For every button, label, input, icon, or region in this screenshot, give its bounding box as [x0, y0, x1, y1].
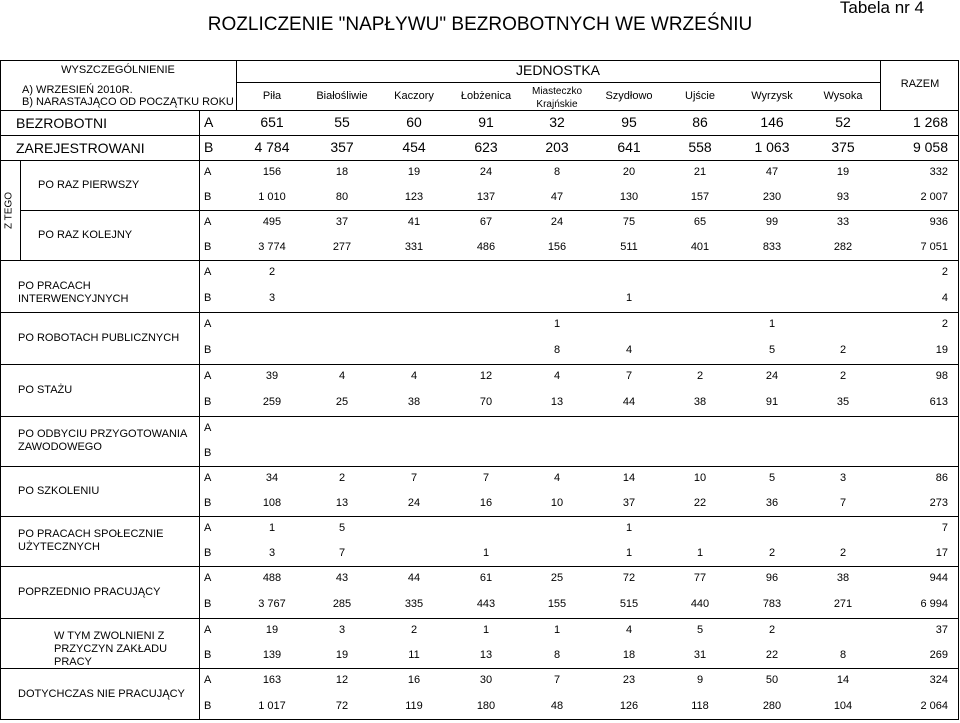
row-label: BEZROBOTNI: [16, 114, 108, 131]
row-code: A: [204, 623, 212, 636]
data-cell: 14: [622, 471, 636, 484]
data-cell: 1: [553, 623, 561, 636]
row-label: ZAREJESTROWANI: [16, 139, 145, 156]
data-cell: 47: [765, 165, 779, 178]
data-cell: 108: [262, 496, 282, 509]
data-cell: 285: [332, 598, 352, 610]
data-cell: 3: [268, 546, 276, 559]
data-cell: 3 767: [258, 598, 286, 610]
total-cell: 944: [929, 572, 948, 584]
data-cell: 3: [839, 471, 847, 484]
data-cell: 156: [547, 240, 567, 253]
data-cell: 440: [690, 598, 710, 610]
row-code: A: [204, 421, 212, 434]
data-cell: 24: [765, 370, 779, 382]
data-cell: 70: [479, 396, 493, 408]
row-code: B: [204, 240, 212, 253]
data-cell: 52: [835, 113, 851, 130]
data-cell: 60: [406, 113, 422, 130]
data-cell: 163: [262, 674, 282, 686]
data-cell: 16: [479, 496, 493, 509]
total-cell: 17: [935, 546, 948, 559]
data-cell: 8: [553, 344, 561, 356]
row-label: PO STAŻU: [18, 383, 73, 396]
data-cell: 3: [338, 623, 346, 636]
data-cell: 282: [833, 240, 853, 253]
data-cell: 833: [762, 240, 782, 253]
total-cell: 1 268: [912, 113, 948, 130]
data-cell: 19: [836, 165, 850, 178]
data-cell: 126: [619, 700, 639, 712]
row-label: PO RAZ KOLEJNY: [38, 228, 133, 241]
data-cell: 10: [550, 496, 564, 509]
data-cell: 12: [479, 370, 493, 382]
total-cell: 273: [929, 496, 948, 509]
data-cell: 5: [696, 623, 704, 636]
total-cell: 98: [935, 370, 948, 382]
data-cell: 36: [765, 496, 779, 509]
data-cell: 24: [479, 165, 493, 178]
data-cell: 9: [696, 674, 704, 686]
table-number: Tabela nr 4: [839, 0, 924, 17]
data-cell: 8: [553, 648, 561, 661]
data-cell: 2: [768, 546, 776, 559]
data-cell: 4: [553, 370, 561, 382]
row-code: B: [204, 292, 212, 304]
data-cell: 180: [476, 700, 496, 712]
data-cell: 2: [410, 623, 418, 636]
data-cell: 95: [621, 113, 637, 130]
data-cell: 72: [335, 700, 349, 712]
column-header: Wysoka: [823, 90, 863, 102]
data-cell: 157: [690, 190, 710, 203]
total-cell: 37: [935, 623, 948, 636]
data-cell: 67: [479, 215, 493, 228]
data-cell: 495: [262, 215, 282, 228]
z-tego-label: Z TEGO: [3, 191, 15, 230]
data-cell: 203: [545, 138, 569, 155]
row-code: B: [204, 396, 212, 408]
data-cell: 44: [622, 396, 636, 408]
data-cell: 558: [688, 138, 712, 155]
row-code: A: [204, 521, 212, 534]
data-cell: 156: [262, 165, 282, 178]
row-label: PO ODBYCIU PRZYGOTOWANIA ZAWODOWEGO: [18, 428, 187, 453]
data-cell: 5: [768, 471, 776, 484]
data-cell: 5: [768, 344, 776, 356]
row-label: POPRZEDNIO PRACUJĄCY: [18, 585, 161, 598]
data-cell: 96: [765, 572, 779, 584]
data-cell: 5: [338, 521, 346, 534]
data-cell: 280: [762, 700, 782, 712]
data-cell: 1 063: [754, 138, 790, 155]
data-cell: 20: [622, 165, 636, 178]
page-title: ROZLICZENIE "NAPŁYWU" BEZROBOTNYCH WE WRZEŚNIU: [207, 14, 753, 35]
row-code: A: [204, 471, 212, 484]
data-cell: 488: [262, 572, 282, 584]
data-cell: 38: [836, 572, 850, 584]
data-cell: 1: [482, 546, 490, 559]
data-cell: 2: [839, 370, 847, 382]
data-cell: 130: [619, 190, 639, 203]
data-cell: 155: [547, 598, 567, 610]
data-cell: 1: [482, 623, 490, 636]
row-label: PO SZKOLENIU: [18, 484, 100, 497]
total-cell: 4: [941, 292, 948, 304]
data-cell: 25: [335, 396, 349, 408]
data-cell: 1 010: [258, 190, 286, 203]
total-cell: 2 064: [920, 700, 948, 712]
total-cell: 2: [941, 266, 948, 278]
data-cell: 34: [265, 471, 279, 484]
column-header: Wyrzysk: [751, 90, 793, 102]
data-cell: 50: [765, 674, 779, 686]
data-cell: 13: [479, 648, 493, 661]
column-header-line2: Krajńskie: [536, 99, 578, 110]
header-razem: RAZEM: [900, 78, 940, 90]
data-cell: 1: [768, 318, 776, 330]
row-code: B: [204, 700, 212, 712]
data-cell: 357: [330, 138, 354, 155]
data-cell: 38: [693, 396, 707, 408]
data-cell: 7: [839, 496, 847, 509]
data-cell: 7: [625, 370, 633, 382]
data-cell: 335: [404, 598, 424, 610]
data-cell: 375: [831, 138, 855, 155]
data-cell: 86: [692, 113, 708, 130]
row-label: PO ROBOTACH PUBLICZNYCH: [18, 331, 180, 344]
column-header: Białośliwie: [316, 90, 368, 102]
data-cell: 4: [553, 471, 561, 484]
row-code: A: [204, 165, 212, 178]
data-cell: 24: [407, 496, 421, 509]
data-cell: 2: [268, 266, 276, 278]
data-cell: 137: [476, 190, 496, 203]
data-cell: 91: [765, 396, 779, 408]
data-cell: 37: [335, 215, 349, 228]
row-code: B: [204, 138, 214, 155]
data-cell: 277: [332, 240, 352, 253]
data-cell: 146: [760, 113, 784, 130]
row-code: B: [204, 496, 212, 509]
total-cell: 6 994: [920, 598, 948, 610]
data-cell: 331: [404, 240, 424, 253]
data-cell: 4: [625, 344, 633, 356]
row-label: W TYM ZWOLNIENI Z PRZYCZYN ZAKŁADU PRACY: [54, 630, 168, 668]
data-cell: 55: [334, 113, 350, 130]
row-label: DOTYCHCZAS NIE PRACUJĄCY: [18, 687, 185, 700]
data-cell: 139: [262, 648, 282, 661]
column-header: Kaczory: [394, 90, 434, 102]
data-cell: 1 017: [258, 700, 286, 712]
data-cell: 39: [265, 370, 279, 382]
data-cell: 18: [622, 648, 636, 661]
data-cell: 3: [268, 292, 276, 304]
total-cell: 332: [929, 165, 948, 178]
total-cell: 7 051: [920, 240, 948, 253]
header-period-b: B) NARASTAJĄCO OD POCZĄTKU ROKU: [22, 96, 234, 108]
column-header: Szydłowo: [605, 90, 653, 102]
total-cell: 86: [935, 471, 948, 484]
data-cell: 118: [691, 700, 709, 712]
total-cell: 936: [929, 215, 948, 228]
data-cell: 7: [338, 546, 346, 559]
data-cell: 80: [335, 190, 349, 203]
data-cell: 259: [262, 396, 282, 408]
data-cell: 13: [335, 496, 349, 509]
data-cell: 43: [335, 572, 349, 584]
data-cell: 454: [402, 138, 426, 155]
row-code: B: [204, 648, 212, 661]
data-cell: 25: [550, 572, 564, 584]
data-cell: 8: [553, 165, 561, 178]
total-cell: 19: [935, 344, 948, 356]
data-cell: 3 774: [258, 240, 286, 253]
total-cell: 2 007: [920, 190, 948, 203]
row-code: B: [204, 598, 212, 610]
header-jednostka: JEDNOSTKA: [515, 62, 600, 78]
data-cell: 7: [410, 471, 418, 484]
data-cell: 119: [405, 700, 423, 712]
data-cell: 21: [693, 165, 707, 178]
data-cell: 19: [335, 648, 349, 661]
row-code: A: [204, 674, 212, 686]
row-label: PO PRACACH INTERWENCYJNYCH: [18, 279, 129, 305]
data-cell: 12: [335, 674, 349, 686]
data-cell: 8: [839, 648, 847, 661]
data-cell: 4 784: [254, 138, 290, 155]
data-cell: 61: [479, 572, 493, 584]
data-cell: 32: [549, 113, 565, 130]
data-cell: 2: [839, 546, 847, 559]
column-header: Miasteczko: [531, 86, 582, 97]
data-cell: 38: [407, 396, 421, 408]
data-cell: 651: [260, 113, 284, 130]
data-cell: 44: [407, 572, 421, 584]
data-cell: 18: [335, 165, 349, 178]
data-cell: 47: [550, 190, 564, 203]
data-cell: 23: [622, 674, 636, 686]
row-label: PO RAZ PIERWSZY: [38, 178, 140, 191]
data-cell: 22: [765, 648, 779, 661]
data-cell: 10: [693, 471, 707, 484]
data-cell: 31: [693, 648, 707, 661]
data-cell: 783: [762, 598, 782, 610]
row-code: A: [204, 572, 212, 584]
data-cell: 4: [338, 370, 346, 382]
total-cell: 2: [941, 318, 948, 330]
data-cell: 443: [476, 598, 496, 610]
data-cell: 7: [553, 674, 561, 686]
data-cell: 123: [404, 190, 424, 203]
data-cell: 91: [478, 113, 494, 130]
column-header: Ujście: [685, 90, 715, 102]
data-cell: 104: [833, 700, 853, 712]
header-period-a: A) WRZESIEŃ 2010R.: [22, 84, 133, 96]
data-cell: 14: [836, 674, 850, 686]
data-cell: 19: [265, 623, 279, 636]
total-cell: 7: [941, 521, 948, 534]
data-cell: 7: [482, 471, 490, 484]
data-cell: 4: [625, 623, 633, 636]
data-cell: 19: [407, 165, 421, 178]
data-cell: 11: [408, 648, 420, 661]
total-cell: 324: [929, 674, 948, 686]
data-cell: 30: [479, 674, 493, 686]
data-cell: 72: [622, 572, 636, 584]
data-cell: 99: [765, 215, 779, 228]
row-code: A: [204, 215, 212, 228]
row-code: B: [204, 190, 212, 203]
data-cell: 4: [410, 370, 418, 382]
row-code: A: [204, 113, 214, 130]
data-cell: 623: [474, 138, 498, 155]
data-cell: 1: [625, 521, 633, 534]
data-cell: 22: [693, 496, 707, 509]
data-cell: 2: [839, 344, 847, 356]
data-cell: 1: [625, 546, 633, 559]
data-cell: 93: [836, 190, 850, 203]
column-header: Łobżenica: [460, 90, 512, 102]
data-cell: 2: [768, 623, 776, 636]
row-code: A: [204, 318, 212, 330]
row-code: B: [204, 446, 212, 459]
data-cell: 230: [762, 190, 782, 203]
data-cell: 511: [620, 240, 638, 253]
data-cell: 16: [407, 674, 421, 686]
data-cell: 401: [690, 240, 710, 253]
data-cell: 2: [696, 370, 704, 382]
total-cell: 613: [929, 396, 948, 408]
row-code: A: [204, 370, 212, 382]
data-cell: 33: [836, 215, 850, 228]
data-cell: 1: [553, 318, 561, 330]
column-header: Piła: [262, 90, 282, 102]
row-code: B: [204, 546, 212, 559]
total-cell: 9 058: [912, 138, 948, 155]
data-cell: 48: [550, 700, 564, 712]
data-cell: 35: [836, 396, 850, 408]
data-cell: 65: [693, 215, 707, 228]
data-cell: 77: [693, 572, 707, 584]
data-cell: 2: [338, 471, 346, 484]
row-label: PO PRACACH SPOŁECZNIE UŻYTECZNYCH: [18, 528, 164, 553]
data-cell: 24: [550, 215, 564, 228]
header-wyszczegolnienie: WYSZCZEGÓLNIENIE: [61, 64, 175, 76]
data-cell: 271: [833, 598, 853, 610]
total-cell: 269: [929, 648, 948, 661]
data-cell: 41: [407, 215, 421, 228]
row-code: B: [204, 344, 212, 356]
data-cell: 1: [268, 521, 276, 534]
data-cell: 486: [476, 240, 496, 253]
data-cell: 1: [696, 546, 704, 559]
data-cell: 37: [622, 496, 636, 509]
data-cell: 1: [625, 292, 633, 304]
data-cell: 641: [617, 138, 641, 155]
data-cell: 515: [619, 598, 639, 610]
data-cell: 13: [550, 396, 564, 408]
row-code: A: [204, 266, 212, 278]
data-cell: 75: [622, 215, 636, 228]
